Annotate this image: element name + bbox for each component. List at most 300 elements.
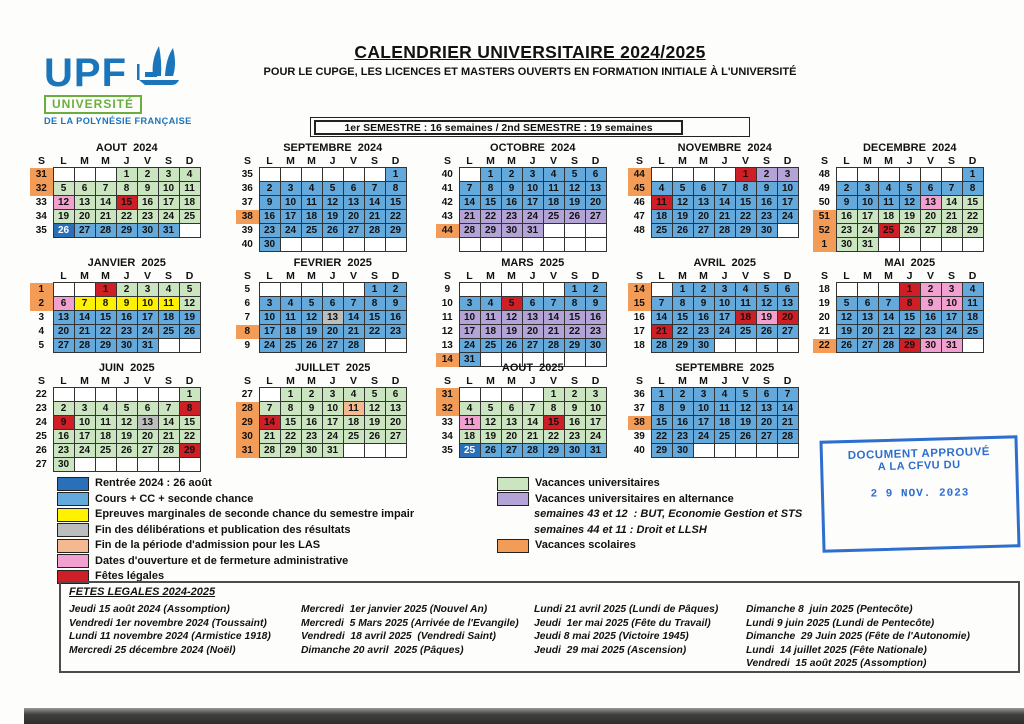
week-number-cell: 22 <box>813 339 836 353</box>
sailboat-icon <box>133 44 185 93</box>
day-letter-header: D <box>391 270 400 282</box>
day-cell <box>543 283 564 297</box>
legend-swatch <box>57 523 89 537</box>
day-cell: 2 <box>385 283 406 297</box>
day-cell: 11 <box>158 297 179 311</box>
day-cell: 29 <box>672 339 693 353</box>
day-letter-header: S <box>370 375 378 387</box>
day-letter-header: J <box>721 270 728 282</box>
day-cell: 4 <box>480 297 501 311</box>
day-cell: 28 <box>777 430 798 444</box>
day-cell: 11 <box>179 182 200 196</box>
week-number-cell: 37 <box>633 403 645 414</box>
day-cell: 23 <box>693 325 714 339</box>
week-number-cell: 20 <box>818 312 830 323</box>
day-cell: 27 <box>501 444 522 458</box>
week-number-cell: 26 <box>35 445 47 456</box>
day-cell: 28 <box>878 339 899 353</box>
day-cell <box>651 168 672 182</box>
month-title: JUILLET 2025 <box>295 362 371 374</box>
holiday-item: Lundi 21 avril 2025 (Lundi de Pâques) <box>534 604 719 615</box>
day-cell: 30 <box>672 444 693 458</box>
day-cell: 11 <box>343 402 364 416</box>
month-title: OCTOBRE 2024 <box>490 142 576 154</box>
day-cell: 22 <box>543 430 564 444</box>
day-cell <box>137 458 158 472</box>
month-fevrier-2025 <box>236 257 407 353</box>
day-cell: 21 <box>651 325 672 339</box>
month-title: NOVEMBRE 2024 <box>677 142 772 154</box>
day-cell <box>158 388 179 402</box>
day-cell: 11 <box>95 416 116 430</box>
logo-universite-label: UNIVERSITÉ <box>44 95 142 114</box>
day-cell: 2 <box>693 283 714 297</box>
day-letter-header: D <box>591 375 600 387</box>
day-cell <box>672 168 693 182</box>
day-cell <box>962 238 983 252</box>
day-cell: 27 <box>920 224 941 238</box>
day-cell: 3 <box>322 388 343 402</box>
week-number-cell: 14 <box>436 353 459 367</box>
day-letter-header: S <box>947 155 955 167</box>
day-cell: 15 <box>672 311 693 325</box>
day-cell <box>920 168 941 182</box>
day-cell: 18 <box>179 196 200 210</box>
day-letter-header: J <box>721 375 728 387</box>
day-letter-header: J <box>529 155 536 167</box>
day-cell: 12 <box>564 182 585 196</box>
day-cell: 21 <box>459 210 480 224</box>
day-cell: 24 <box>459 339 480 353</box>
day-letter-header: M <box>307 375 316 387</box>
legend-item <box>57 492 414 508</box>
legend-swatch <box>57 508 89 522</box>
day-cell: 28 <box>651 339 672 353</box>
day-cell: 4 <box>158 283 179 297</box>
day-cell <box>459 388 480 402</box>
day-cell: 9 <box>756 182 777 196</box>
day-cell <box>480 388 501 402</box>
month-table <box>628 270 799 353</box>
day-cell: 23 <box>116 325 137 339</box>
week-number-cell: 6 <box>244 298 251 309</box>
day-cell: 1 <box>564 283 585 297</box>
day-cell: 19 <box>364 416 385 430</box>
day-letter-header: D <box>391 375 400 387</box>
month-title: JUIN 2025 <box>98 362 155 374</box>
day-cell: 9 <box>564 402 585 416</box>
day-cell: 22 <box>899 325 920 339</box>
day-letter-header: M <box>486 375 495 387</box>
day-cell: 7 <box>259 402 280 416</box>
day-cell: 10 <box>857 196 878 210</box>
day-cell: 18 <box>651 210 672 224</box>
day-cell <box>920 238 941 252</box>
week-number-cell: 5 <box>38 340 45 351</box>
week-number-cell: 32 <box>30 182 53 196</box>
day-cell: 25 <box>95 444 116 458</box>
week-number-cell: 38 <box>628 416 651 430</box>
day-cell: 6 <box>522 297 543 311</box>
holiday-item: Lundi 9 juin 2025 (Lundi de Pentecôte) <box>746 617 935 629</box>
week-number-cell: 5 <box>244 284 251 295</box>
day-cell: 18 <box>962 311 983 325</box>
day-cell: 13 <box>756 402 777 416</box>
day-cell <box>364 444 385 458</box>
day-cell <box>522 283 543 297</box>
day-letter-header: D <box>591 155 600 167</box>
day-cell: 28 <box>714 224 735 238</box>
day-cell: 13 <box>322 311 343 325</box>
month-table <box>236 155 407 252</box>
day-cell: 1 <box>179 388 200 402</box>
day-cell: 3 <box>280 182 301 196</box>
day-cell: 3 <box>259 297 280 311</box>
day-cell: 25 <box>878 224 899 238</box>
day-cell: 19 <box>179 311 200 325</box>
week-number-cell: 8 <box>236 325 259 339</box>
day-letter-header: M <box>507 155 516 167</box>
week-number-cell: 33 <box>35 197 47 208</box>
day-cell: 21 <box>95 210 116 224</box>
day-cell: 23 <box>836 224 857 238</box>
day-cell: 23 <box>53 444 74 458</box>
holiday-item: Jeudi 1er mai 2025 (Fête du Travail) <box>534 617 711 629</box>
week-col-header <box>30 270 53 283</box>
legend-item <box>57 554 414 570</box>
day-cell: 22 <box>95 325 116 339</box>
day-cell <box>322 283 343 297</box>
day-letter-header: V <box>349 155 357 167</box>
upf-logo <box>44 44 194 126</box>
day-letter-header: M <box>80 375 89 387</box>
day-cell: 26 <box>480 444 501 458</box>
day-cell: 16 <box>53 430 74 444</box>
day-cell <box>259 168 280 182</box>
day-cell: 16 <box>259 210 280 224</box>
day-cell: 8 <box>280 402 301 416</box>
day-cell <box>480 283 501 297</box>
day-cell <box>857 283 878 297</box>
day-cell: 30 <box>585 339 606 353</box>
day-cell <box>74 283 95 297</box>
day-cell <box>962 339 983 353</box>
day-cell: 3 <box>777 168 798 182</box>
day-cell: 7 <box>543 297 564 311</box>
holiday-item: Dimanche 8 juin 2025 (Pentecôte) <box>746 604 913 615</box>
day-letter-header: V <box>549 375 557 387</box>
day-cell: 12 <box>179 297 200 311</box>
legend-label: Epreuves marginales de seconde chance du semestre impair <box>95 508 415 521</box>
day-cell: 6 <box>322 297 343 311</box>
day-cell: 25 <box>459 444 480 458</box>
month-mai-2025 <box>813 257 984 353</box>
day-letter-header: S <box>762 375 770 387</box>
day-cell: 19 <box>322 210 343 224</box>
day-cell: 2 <box>585 283 606 297</box>
day-cell: 10 <box>74 416 95 430</box>
day-cell: 25 <box>179 210 200 224</box>
day-cell: 1 <box>672 283 693 297</box>
day-cell: 6 <box>756 388 777 402</box>
day-cell: 26 <box>756 325 777 339</box>
day-cell: 19 <box>899 210 920 224</box>
day-cell: 13 <box>501 416 522 430</box>
legend-label: Fin de la période d'admission pour les LAS <box>95 539 321 552</box>
day-cell: 17 <box>322 416 343 430</box>
day-cell <box>385 339 406 353</box>
day-cell: 26 <box>564 210 585 224</box>
day-letter-header: D <box>968 155 977 167</box>
day-cell <box>543 238 564 252</box>
day-cell: 23 <box>137 210 158 224</box>
day-cell: 15 <box>962 196 983 210</box>
week-number-cell: 42 <box>441 197 453 208</box>
day-letter-header: V <box>143 155 151 167</box>
day-cell: 31 <box>322 444 343 458</box>
day-letter-header: S <box>164 375 172 387</box>
day-cell: 8 <box>480 182 501 196</box>
day-cell: 19 <box>756 311 777 325</box>
day-letter-header: M <box>699 270 708 282</box>
day-letter-header: D <box>783 155 792 167</box>
day-cell <box>651 283 672 297</box>
day-cell: 7 <box>364 182 385 196</box>
day-cell <box>364 168 385 182</box>
month-aout-2024 <box>30 142 201 238</box>
day-cell: 28 <box>343 339 364 353</box>
holiday-item: Mercredi 25 décembre 2024 (Noël) <box>69 644 236 656</box>
legend-label: Cours + CC + seconde chance <box>95 492 254 505</box>
week-number-cell: 24 <box>35 417 47 428</box>
month-janvier-2025 <box>30 257 201 353</box>
day-cell: 18 <box>343 416 364 430</box>
day-cell: 5 <box>899 182 920 196</box>
day-cell: 22 <box>651 430 672 444</box>
week-col-header: S <box>243 155 251 168</box>
day-cell: 13 <box>857 311 878 325</box>
day-cell: 8 <box>385 182 406 196</box>
day-cell: 18 <box>714 416 735 430</box>
week-number-cell: 39 <box>241 225 253 236</box>
day-letter-header: S <box>164 155 172 167</box>
week-col-header: S <box>243 375 251 388</box>
day-cell: 26 <box>735 430 756 444</box>
day-letter-header: L <box>658 375 665 387</box>
day-letter-header: J <box>906 155 913 167</box>
day-cell: 21 <box>714 210 735 224</box>
day-cell: 13 <box>693 196 714 210</box>
day-cell <box>53 388 74 402</box>
day-cell <box>693 168 714 182</box>
day-cell: 8 <box>364 297 385 311</box>
day-cell: 20 <box>693 210 714 224</box>
day-cell: 14 <box>878 311 899 325</box>
day-cell: 11 <box>714 402 735 416</box>
day-cell: 8 <box>95 297 116 311</box>
day-letter-header: J <box>123 155 130 167</box>
day-cell: 29 <box>116 224 137 238</box>
day-letter-header: L <box>843 155 850 167</box>
day-cell: 26 <box>116 444 137 458</box>
week-number-cell: 31 <box>30 168 53 182</box>
day-cell: 6 <box>585 168 606 182</box>
day-cell: 27 <box>74 224 95 238</box>
day-letter-header: J <box>906 270 913 282</box>
week-col-header: S <box>635 155 643 168</box>
day-cell: 26 <box>322 224 343 238</box>
week-number-cell: 1 <box>813 238 836 252</box>
day-cell: 10 <box>941 297 962 311</box>
day-cell: 27 <box>343 224 364 238</box>
day-cell: 7 <box>777 388 798 402</box>
day-cell: 15 <box>564 311 585 325</box>
day-cell: 26 <box>672 224 693 238</box>
day-cell: 15 <box>116 196 137 210</box>
day-cell: 21 <box>878 325 899 339</box>
day-cell: 14 <box>74 311 95 325</box>
day-letter-header: D <box>185 155 194 167</box>
holiday-item: Jeudi 15 août 2024 (Assomption) <box>69 604 230 615</box>
day-cell <box>343 238 364 252</box>
day-letter-header: J <box>329 375 336 387</box>
day-cell: 15 <box>280 416 301 430</box>
day-cell: 22 <box>385 210 406 224</box>
day-cell: 2 <box>756 168 777 182</box>
holiday-item: Lundi 11 novembre 2024 (Armistice 1918) <box>69 631 271 643</box>
month-novembre-2024 <box>628 142 799 238</box>
day-cell: 22 <box>364 325 385 339</box>
day-cell: 23 <box>672 430 693 444</box>
day-cell <box>501 388 522 402</box>
holiday-item: Jeudi 8 mai 2025 (Victoire 1945) <box>534 631 689 643</box>
day-cell <box>714 444 735 458</box>
day-cell <box>343 168 364 182</box>
day-letter-header: M <box>884 155 893 167</box>
day-letter-header: M <box>678 155 687 167</box>
week-number-cell: 40 <box>241 239 253 250</box>
day-cell: 17 <box>522 196 543 210</box>
day-cell: 14 <box>158 416 179 430</box>
day-cell: 8 <box>672 297 693 311</box>
day-cell: 6 <box>501 402 522 416</box>
week-number-cell: 35 <box>35 225 47 236</box>
day-cell: 10 <box>714 297 735 311</box>
day-cell <box>836 283 857 297</box>
legend-label: Fin des délibérations et publication des résultats <box>95 523 351 536</box>
legend-label: Dates d'ouverture et de fermeture administrative <box>95 554 349 567</box>
day-cell: 19 <box>564 196 585 210</box>
day-cell <box>280 283 301 297</box>
legend-item <box>497 492 802 508</box>
day-cell <box>735 444 756 458</box>
day-cell: 29 <box>651 444 672 458</box>
day-cell: 22 <box>480 210 501 224</box>
day-cell <box>585 238 606 252</box>
day-cell: 2 <box>836 182 857 196</box>
day-cell <box>95 458 116 472</box>
month-title: SEPTEMBRE 2025 <box>675 362 775 374</box>
day-cell: 6 <box>920 182 941 196</box>
day-cell: 20 <box>585 196 606 210</box>
day-cell <box>878 238 899 252</box>
day-cell: 29 <box>962 224 983 238</box>
day-cell: 30 <box>564 444 585 458</box>
day-cell: 16 <box>693 311 714 325</box>
week-number-cell: 12 <box>441 326 453 337</box>
day-letter-header: D <box>591 270 600 282</box>
day-cell: 3 <box>585 388 606 402</box>
day-cell: 31 <box>585 444 606 458</box>
day-cell: 7 <box>878 297 899 311</box>
week-number-cell: 40 <box>633 445 645 456</box>
week-number-cell: 44 <box>436 224 459 238</box>
day-cell: 5 <box>672 182 693 196</box>
day-cell: 13 <box>585 182 606 196</box>
holiday-item: Mercredi 1er janvier 2025 (Nouvel An) <box>301 604 488 615</box>
day-cell: 17 <box>158 196 179 210</box>
day-cell <box>564 224 585 238</box>
day-cell: 9 <box>836 196 857 210</box>
day-cell <box>459 168 480 182</box>
week-number-cell: 7 <box>244 312 251 323</box>
day-cell: 8 <box>564 297 585 311</box>
day-letter-header: D <box>783 375 792 387</box>
day-letter-header: L <box>658 270 665 282</box>
day-cell <box>501 238 522 252</box>
day-letter-header: S <box>370 155 378 167</box>
month-table <box>813 270 984 353</box>
month-table <box>30 375 201 472</box>
day-letter-header: M <box>80 270 89 282</box>
day-cell: 27 <box>585 210 606 224</box>
day-cell <box>878 283 899 297</box>
day-cell: 3 <box>158 168 179 182</box>
day-cell: 16 <box>585 311 606 325</box>
week-number-cell: 10 <box>441 298 453 309</box>
week-number-cell <box>436 238 459 252</box>
day-cell <box>280 238 301 252</box>
day-cell: 2 <box>501 168 522 182</box>
day-letter-header: V <box>549 270 557 282</box>
week-number-cell: 2 <box>30 297 53 311</box>
week-number-cell: 27 <box>35 459 47 470</box>
day-cell <box>137 388 158 402</box>
day-cell: 8 <box>543 402 564 416</box>
day-cell: 5 <box>836 297 857 311</box>
day-cell: 17 <box>941 311 962 325</box>
day-cell: 3 <box>74 402 95 416</box>
day-cell: 27 <box>777 325 798 339</box>
day-cell <box>74 168 95 182</box>
day-letter-header: V <box>741 270 749 282</box>
day-cell: 24 <box>158 210 179 224</box>
week-number-cell: 33 <box>441 417 453 428</box>
month-table <box>236 375 407 458</box>
week-number-cell: 38 <box>236 210 259 224</box>
day-cell: 4 <box>878 182 899 196</box>
day-cell: 16 <box>836 210 857 224</box>
day-cell: 10 <box>259 311 280 325</box>
day-cell: 19 <box>301 325 322 339</box>
day-cell: 5 <box>179 283 200 297</box>
week-col-header: S <box>820 270 828 283</box>
legend-item <box>497 476 802 492</box>
day-cell: 1 <box>480 168 501 182</box>
month-table <box>628 155 799 238</box>
day-letter-header: V <box>143 375 151 387</box>
day-cell: 31 <box>941 339 962 353</box>
